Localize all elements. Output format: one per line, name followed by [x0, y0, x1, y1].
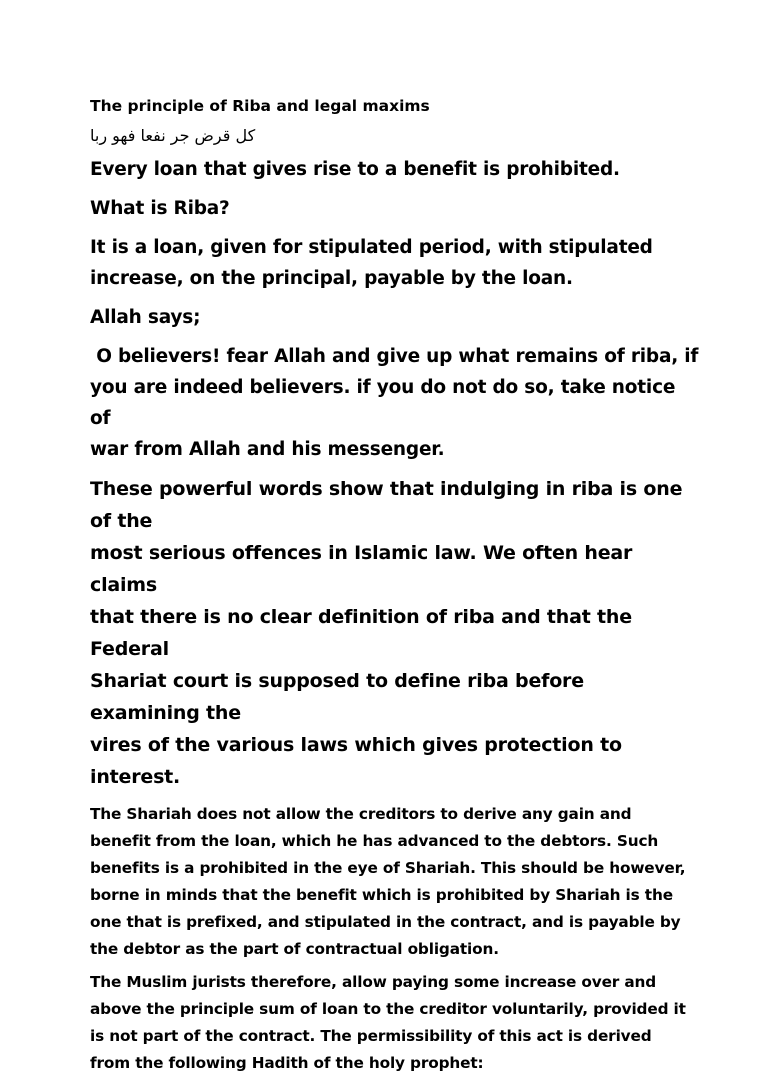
shariah-line: benefit from the loan, which he has advanced to the debtors. Such [90, 832, 659, 850]
shariah-line: benefits is a prohibited in the eye of Shariah. This should be however, [90, 859, 686, 877]
definition-line: It is a loan, given for stipulated period, with stipulated [90, 237, 653, 258]
verse-line: war from Allah and his messenger. [90, 439, 445, 460]
commentary-paragraph [90, 473, 690, 793]
commentary-line: vires of the various laws which gives protection to interest. [90, 734, 622, 788]
shariah-line: The Shariah does not allow the creditors to derive any gain and [90, 805, 632, 823]
jurists-line: from the following Hadith of the holy prophet: [90, 1054, 484, 1072]
shariah-line: borne in minds that the benefit which is prohibited by Shariah is the [90, 886, 673, 904]
verse-line: O believers! fear Allah and give up what remains of riba, if [90, 346, 699, 367]
definition-line: increase, on the principal, payable by the loan. [90, 268, 573, 289]
jurists-paragraph [90, 969, 690, 1077]
document-title: The principle of Riba and legal maxims [90, 97, 430, 115]
definition-paragraph [90, 232, 690, 294]
commentary-line: These powerful words show that indulging in riba is one of the [90, 478, 683, 532]
jurists-line: is not part of the contract. The permissibility of this act is derived [90, 1027, 652, 1045]
arabic-maxim: كل قرض جر نفعا فهو ربا [90, 126, 256, 145]
commentary-line: Shariat court is supposed to define riba before examining the [90, 670, 584, 724]
commentary-line: that there is no clear definition of riba and that the Federal [90, 606, 632, 660]
verse-line: you are indeed believers. if you do not do so, take notice of [90, 377, 676, 429]
jurists-line: The Muslim jurists therefore, allow paying some increase over and [90, 973, 657, 991]
document-page [90, 94, 699, 1077]
shariah-paragraph [90, 801, 690, 963]
allah-says-heading: Allah says; [90, 307, 201, 328]
question-heading: What is Riba? [90, 198, 230, 219]
shariah-line: one that is prefixed, and stipulated in the contract, and is payable by [90, 913, 681, 931]
verse-paragraph [90, 341, 699, 465]
shariah-line: the debtor as the part of contractual obligation. [90, 940, 499, 958]
maxim-translation: Every loan that gives rise to a benefit is prohibited. [90, 159, 620, 180]
commentary-line: most serious offences in Islamic law. We often hear claims [90, 542, 633, 596]
jurists-line: above the principle sum of loan to the creditor voluntarily, provided it [90, 1000, 686, 1018]
